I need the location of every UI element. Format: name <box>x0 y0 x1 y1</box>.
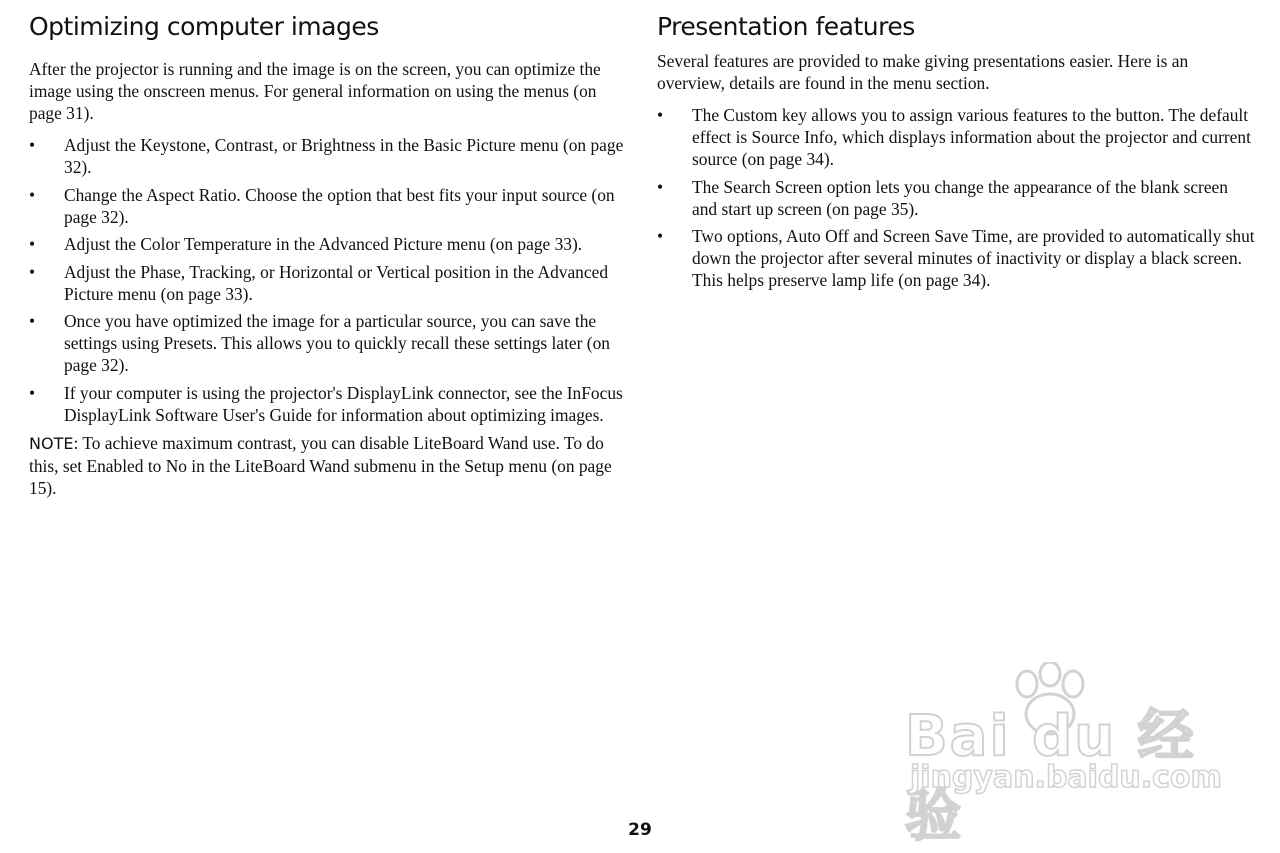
optimizing-list <box>29 134 625 426</box>
bullet-icon: • <box>657 176 664 197</box>
bullet-icon: • <box>29 261 36 282</box>
list-item: • The Custom key allows you to assign various features to the button. The default effect is Source Info, which displays information about the projector and current source (on page 34). <box>657 105 1251 169</box>
section-title-presentation: Presentation features <box>657 12 915 41</box>
bullet-icon: • <box>29 311 36 331</box>
bullet-icon: • <box>657 226 664 246</box>
list-item: • If your computer is using the projector's DisplayLink connector, see the InFocus DisplayLink Software User's Guide for information about optimizing images. <box>29 382 623 425</box>
list-item: • Adjust the Color Temperature in the Advanced Picture menu (on page 33). <box>29 234 583 254</box>
bullet-icon: • <box>657 105 664 125</box>
bullet-icon: • <box>29 382 36 403</box>
watermark-brand: Bai du 经验 <box>905 704 1196 849</box>
list-item: • Adjust the Keystone, Contrast, or Brightness in the Basic Picture menu (on page 32). <box>29 135 624 177</box>
note-label: NOTE <box>29 433 74 453</box>
bullet-icon: • <box>29 234 36 254</box>
list-item: • Two options, Auto Off and Screen Save Time, are provided to automatically shut down the projector after several minutes of inactivity or display a black screen. This helps preserve lamp life (on page 34). <box>657 226 1255 290</box>
note-text: : To achieve maximum contrast, you can disable LiteBoard Wand use. To do this, set Enabled to No in the LiteBoard Wand submenu in the Setup menu (on page 15). <box>29 432 612 498</box>
optimizing-intro: After the projector is running and the image is on the screen, you can optimize the image using the onscreen menus. For general information on using the menus (on page 31). <box>29 59 601 123</box>
list-item: • Adjust the Phase, Tracking, or Horizontal or Vertical position in the Advanced Picture menu (on page 33). <box>29 261 609 304</box>
list-item: • Change the Aspect Ratio. Choose the option that best fits your input source (on page 32). <box>29 184 615 227</box>
bullet-icon: • <box>29 135 36 155</box>
list-item: • Once you have optimized the image for a particular source, you can save the settings using Presets. This allows you to quickly recall these settings later (on page 32). <box>29 311 610 375</box>
left-column <box>29 10 625 509</box>
bullet-icon: • <box>29 184 36 205</box>
presentation-list <box>657 104 1255 291</box>
section-title-optimizing: Optimizing computer images <box>29 12 379 41</box>
list-item: • The Search Screen option lets you change the appearance of the blank screen and start up screen (on page 35). <box>657 176 1228 219</box>
page-number: 29 <box>628 820 652 840</box>
note-paragraph <box>29 432 625 499</box>
presentation-intro: Several features are provided to make giving presentations easier. Here is an overview, details are found in the menu section. <box>657 51 1189 93</box>
baidu-watermark <box>905 662 1222 849</box>
watermark-url: jingyan.baidu.com <box>910 760 1222 795</box>
right-column <box>657 10 1255 297</box>
